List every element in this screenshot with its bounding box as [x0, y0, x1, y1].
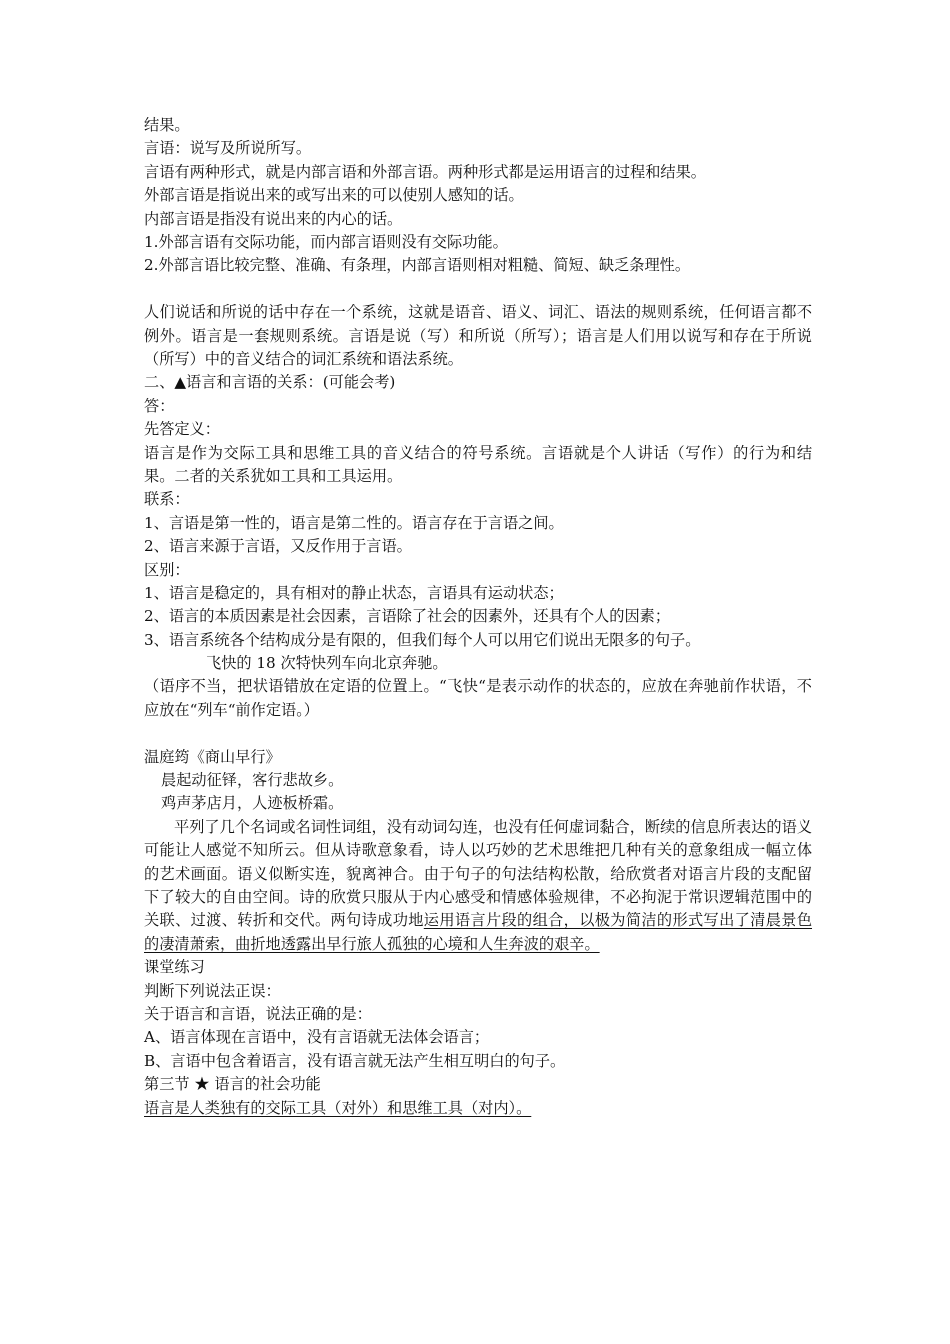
- list-item: 1、语言是稳定的，具有相对的静止状态，言语具有运动状态；: [144, 583, 564, 602]
- section-heading: 课堂练习: [144, 958, 205, 977]
- list-item: 2、语言来源于言语，又反作用于言语。: [144, 537, 412, 556]
- list-item: 1.外部言语有交际功能，而内部言语则没有交际功能。: [144, 232, 508, 251]
- paragraph-definition: 语言是作为交际工具和思维工具的音义结合的符号系统。言语就是个人讲话（写作）的行为和结果。二者的关系犹如工具和工具运用。: [144, 443, 812, 485]
- analysis-text: 平列了几个名词或名词性词组，没有动词勾连，也没有任何虚词黏合，断续的信息所表达的语义可能让人感觉不知所云。但从诗歌意象看，诗人以巧妙的艺术思维把几种有关的意象组成一幅立体的艺术画面。语义似断实连，貌离神合。由于句子的句法结构松散，给欣赏者对语言片段的支配留下了较大的自由空间。诗的欣赏只服从于内心感受和情感体验规律，不必拘泥于常识逻辑范围中的关联、过渡、转折和交代。两句诗成功地: [144, 817, 812, 930]
- list-item: 1、言语是第一性的，语言是第二性的。语言存在于言语之间。: [144, 513, 564, 532]
- blank-line: [144, 722, 812, 745]
- text-line: 外部言语是指说出来的或写出来的可以使别人感知的话。: [144, 186, 524, 205]
- poem-title: 温庭筠《商山早行》: [144, 747, 281, 766]
- document-page: [144, 114, 812, 1120]
- poem-line: 晨起动征铎，客行悲故乡。: [161, 771, 344, 790]
- example-sentence: 飞快的 18 次特快列车向北京奔驰。: [206, 654, 448, 673]
- text-line: 先答定义：: [144, 420, 220, 439]
- text-line: 内部言语是指没有说出来的内心的话。: [144, 209, 403, 228]
- option-a: A、语言体现在言语中，没有言语就无法体会语言；: [144, 1028, 490, 1047]
- paragraph-language-system: 人们说话和所说的话中存在一个系统，这就是语音、语义、词汇、语法的规则系统，任何语言都不例外。语言是一套规则系统。言语是说（写）和所说（所写）；语言是人们用以说写和存在于所说（所写）中的音义结合的词汇系统和语法系统。: [144, 303, 812, 368]
- subheading-connection: 联系：: [144, 490, 190, 509]
- poem-line: 鸡声茅店月，人迹板桥霜。: [161, 794, 344, 813]
- text-line: 关于语言和言语，说法正确的是：: [144, 1005, 372, 1024]
- list-item: 3、语言系统各个结构成分是有限的，但我们每个人可以用它们说出无限多的句子。: [144, 630, 701, 649]
- list-item: 2、语言的本质因素是社会因素，言语除了社会的因素外，还具有个人的因素；: [144, 607, 671, 626]
- analysis-underlined-text: 运用语言片段的组合，以极为简洁的形式写出了清晨景色的凄清萧索，曲折地透露出早行旅人孤独的心境和人生奔波的艰辛。: [144, 911, 813, 953]
- blank-line: [144, 278, 812, 301]
- section-heading: 第三节 ★ 语言的社会功能: [144, 1075, 321, 1094]
- list-item: 2.外部言语比较完整、准确、有条理，内部言语则相对粗糙、简短、缺乏条理性。: [144, 256, 691, 275]
- section-heading: 二、▲语言和言语的关系：(可能会考): [144, 373, 396, 392]
- text-line: 结果。: [144, 116, 190, 134]
- text-line: 答：: [144, 396, 175, 415]
- option-b: B、言语中包含着语言，没有语言就无法产生相互明白的句子。: [144, 1051, 566, 1070]
- subheading-difference: 区别：: [144, 560, 190, 579]
- text-line: 言语有两种形式，就是内部言语和外部言语。两种形式都是运用语言的过程和结果。: [144, 162, 706, 181]
- underlined-statement: [144, 1097, 812, 1120]
- text-line: 判断下列说法正误：: [144, 981, 281, 1000]
- statement-text: 语言是人类独有的交际工具（对外）和思维工具（对内）。: [144, 1098, 532, 1117]
- definition-speech: 言语：说写及所说所写。: [144, 139, 312, 158]
- paragraph-explanation: （语序不当，把状语错放在定语的位置上。“飞快“是表示动作的状态的，应放在奔驰前作状语，不应放在“列车“前作定语。）: [144, 677, 812, 719]
- paragraph-poem-analysis: [144, 816, 812, 956]
